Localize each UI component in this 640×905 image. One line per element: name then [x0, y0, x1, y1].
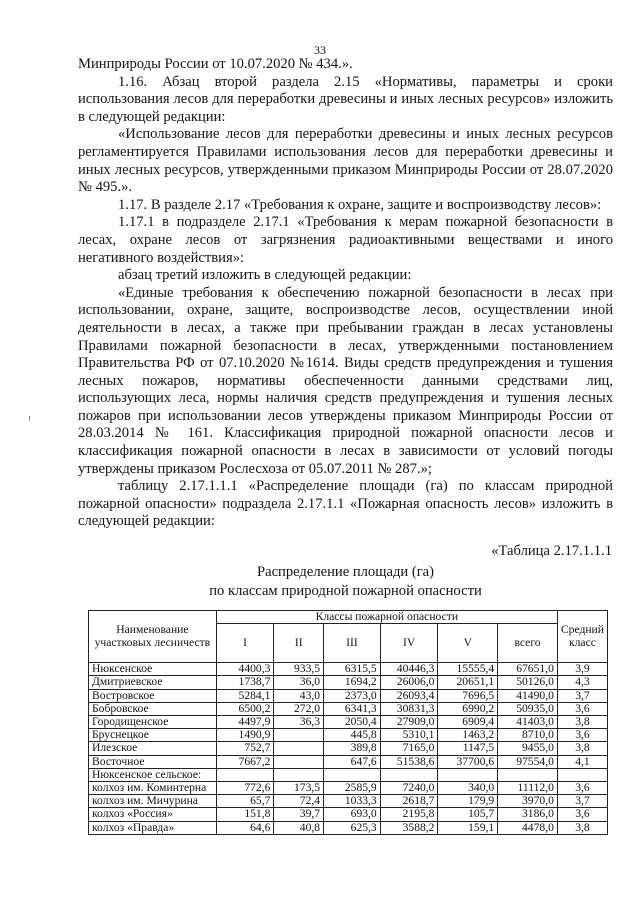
header-classes: Классы пожарной опасности: [216, 611, 557, 624]
area-cell: 4400,3: [216, 663, 274, 676]
area-cell: 445,8: [324, 729, 381, 742]
class-header: всего: [498, 624, 558, 663]
paragraph: 1.17.1 в подразделе 2.17.1 «Требования к мерам пожарной безопасности в лесах, охране лесов от загрязнения радиоактивными веществами и иного негативного воздействия»:: [78, 214, 613, 266]
area-cell: 37700,6: [438, 755, 498, 768]
area-cell: 97554,0: [498, 755, 558, 768]
area-cell: [274, 768, 324, 781]
area-cell: 693,0: [324, 808, 381, 821]
forestry-name: Востровское: [89, 689, 217, 702]
area-cell: 40446,3: [380, 663, 438, 676]
table-body: [89, 663, 608, 835]
paragraph: «Использование лесов для переработки древесины и иных лесных ресурсов регламентируется Правилами использования лесов для переработки древесины и иных лесных ресурсов, утвержденными приказом Минприроды России от 28.07.2020 № 495.».: [78, 126, 613, 196]
table-row: [89, 689, 608, 702]
forestry-name: колхоз им. Мичурина: [89, 795, 217, 808]
area-cell: 6500,2: [216, 702, 274, 715]
area-cell: [274, 729, 324, 742]
average-class-cell: 3,8: [557, 716, 607, 729]
class-header: I: [216, 624, 274, 663]
area-cell: 4497,9: [216, 716, 274, 729]
forestry-name: Нюксенское: [89, 663, 217, 676]
area-cell: 67651,0: [498, 663, 558, 676]
area-cell: 1463,2: [438, 729, 498, 742]
area-cell: 2050,4: [324, 716, 381, 729]
area-cell: [498, 768, 558, 781]
area-cell: 27909,0: [380, 716, 438, 729]
area-cell: 6341,3: [324, 702, 381, 715]
area-cell: 26006,0: [380, 676, 438, 689]
area-cell: 3186,0: [498, 808, 558, 821]
forestry-name: Нюксенское сельское:: [89, 768, 217, 781]
body-text: [78, 56, 613, 531]
forestry-name: Бруснецкое: [89, 729, 217, 742]
table-label: «Таблица 2.17.1.1.1: [491, 543, 612, 559]
area-cell: 40,8: [274, 821, 324, 834]
area-cell: 39,7: [274, 808, 324, 821]
table-row: [89, 795, 608, 808]
area-cell: 6315,5: [324, 663, 381, 676]
area-cell: 6909,4: [438, 716, 498, 729]
area-cell: 647,6: [324, 755, 381, 768]
table-row: [89, 663, 608, 676]
area-cell: 7165,0: [380, 742, 438, 755]
area-cell: 26093,4: [380, 689, 438, 702]
table-row: [89, 808, 608, 821]
average-class-cell: 3,8: [557, 742, 607, 755]
area-cell: 1490,9: [216, 729, 274, 742]
average-class-cell: 3,6: [557, 782, 607, 795]
area-cell: 30831,3: [380, 702, 438, 715]
area-cell: 2373,0: [324, 689, 381, 702]
area-cell: 65,7: [216, 795, 274, 808]
area-cell: 159,1: [438, 821, 498, 834]
area-cell: [438, 768, 498, 781]
area-cell: 5284,1: [216, 689, 274, 702]
area-cell: 340,0: [438, 782, 498, 795]
average-class-cell: [557, 768, 607, 781]
area-cell: 7667,2: [216, 755, 274, 768]
area-cell: 72,4: [274, 795, 324, 808]
class-header: III: [324, 624, 381, 663]
paragraph: «Единые требования к обеспечению пожарной безопасности в лесах при использовании, охране, защите, воспроизводстве лесов, осуществлении иной деятельности в лесах, а также при пребывании граждан в лесах установлены Правилами пожарной безопасности в лесах, утвержденными постановлением Правительства РФ от 07.10.2020 №1614. Виды средств предупреждения и тушения лесных пожаров, нормативы обеспеченности данными средствами лиц, использующих леса, нормы наличия средств предупреждения и тушения лесных пожаров при использовании лесов утверждены приказом Минприроды России от 28.03.2014 № 161. Классификация природной пожарной опасности лесов и классификация пожарной опасности в лесах в зависимости от условий погоды утверждены приказом Рослесхоза от 05.07.2011 № 287.»;: [78, 284, 613, 477]
forestry-name: колхоз «Правда»: [89, 821, 217, 834]
forestry-name: Бобровское: [89, 702, 217, 715]
area-cell: 41490,0: [498, 689, 558, 702]
area-cell: 105,7: [438, 808, 498, 821]
table-row: [89, 729, 608, 742]
table-row: [89, 782, 608, 795]
caption-line-1: Распределение площади (га): [256, 564, 435, 580]
forestry-name: Городищенское: [89, 716, 217, 729]
area-cell: 772,6: [216, 782, 274, 795]
header-name: Наименование участковых лесничеств: [89, 611, 217, 663]
forestry-name: колхоз «Россия»: [89, 808, 217, 821]
margin-mark: [29, 416, 33, 421]
paragraph: абзац третий изложить в следующей редакции:: [118, 267, 412, 284]
area-cell: 51538,6: [380, 755, 438, 768]
class-header: V: [438, 624, 498, 663]
area-cell: 2195,8: [380, 808, 438, 821]
area-cell: 7696,5: [438, 689, 498, 702]
average-class-cell: 3,8: [557, 821, 607, 834]
area-cell: 41403,0: [498, 716, 558, 729]
area-cell: 933,5: [274, 663, 324, 676]
average-class-cell: 3,9: [557, 663, 607, 676]
average-class-cell: 4,3: [557, 676, 607, 689]
table-row: [89, 702, 608, 715]
area-cell: 1738,7: [216, 676, 274, 689]
area-cell: 272,0: [274, 702, 324, 715]
area-cell: 2618,7: [380, 795, 438, 808]
paragraph: таблицу 2.17.1.1.1 «Распределение площади (га) по классам природной пожарной опасности» подраздела 2.17.1.1 «Пожарная опасность лесов» изложить в следующей редакции:: [78, 478, 613, 530]
area-cell: 36,3: [274, 716, 324, 729]
table-row: [89, 768, 608, 781]
area-cell: 5310,1: [380, 729, 438, 742]
area-cell: 625,3: [324, 821, 381, 834]
caption-line-2: по классам природной пожарной опасности: [209, 583, 482, 599]
area-cell: 11112,0: [498, 782, 558, 795]
average-class-cell: 3,6: [557, 808, 607, 821]
area-cell: [274, 742, 324, 755]
class-header: II: [274, 624, 324, 663]
area-cell: 1033,3: [324, 795, 381, 808]
area-cell: [380, 768, 438, 781]
table-caption: [78, 563, 613, 601]
area-cell: 43,0: [274, 689, 324, 702]
area-cell: 173,5: [274, 782, 324, 795]
area-cell: 6990,2: [438, 702, 498, 715]
table-row: [89, 821, 608, 834]
forestry-name: Восточное: [89, 755, 217, 768]
average-class-cell: 3,6: [557, 702, 607, 715]
area-cell: 20651,1: [438, 676, 498, 689]
area-cell: 1694,2: [324, 676, 381, 689]
area-cell: [274, 755, 324, 768]
area-cell: 752,7: [216, 742, 274, 755]
area-cell: [216, 768, 274, 781]
forestry-name: Илезское: [89, 742, 217, 755]
area-cell: 64,6: [216, 821, 274, 834]
area-cell: 179,9: [438, 795, 498, 808]
area-cell: 1147,5: [438, 742, 498, 755]
area-cell: 50935,0: [498, 702, 558, 715]
area-cell: 8710,0: [498, 729, 558, 742]
fire-class-distribution-table: [88, 610, 608, 835]
area-cell: 389,8: [324, 742, 381, 755]
table-row: [89, 676, 608, 689]
area-cell: 15555,4: [438, 663, 498, 676]
average-class-cell: 3,6: [557, 729, 607, 742]
class-header: IV: [380, 624, 438, 663]
paragraph: 1.17. В разделе 2.17 «Требования к охране, защите и воспроизводству лесов»:: [118, 196, 602, 213]
area-cell: 4478,0: [498, 821, 558, 834]
area-cell: 36,0: [274, 676, 324, 689]
page-number: 33: [314, 43, 326, 57]
area-cell: 2585,9: [324, 782, 381, 795]
area-cell: 3588,2: [380, 821, 438, 834]
area-cell: 50126,0: [498, 676, 558, 689]
area-cell: 7240,0: [380, 782, 438, 795]
area-cell: 9455,0: [498, 742, 558, 755]
area-cell: [324, 768, 381, 781]
table-row: [89, 716, 608, 729]
table-row: [89, 755, 608, 768]
average-class-cell: 4,1: [557, 755, 607, 768]
header-average: Средний класс: [557, 611, 607, 663]
average-class-cell: 3,7: [557, 689, 607, 702]
forestry-name: колхоз им. Коминтерна: [89, 782, 217, 795]
area-cell: 151,8: [216, 808, 274, 821]
area-cell: 3970,0: [498, 795, 558, 808]
forestry-name: Дмитриевское: [89, 676, 217, 689]
paragraph: 1.16. Абзац второй раздела 2.15 «Нормативы, параметры и сроки использования лесов для переработки древесины и иных лесных ресурсов» изложить в следующей редакции:: [78, 73, 613, 125]
average-class-cell: 3,7: [557, 795, 607, 808]
table-row: [89, 742, 608, 755]
paragraph: Минприроды России от 10.07.2020 № 434.».: [78, 56, 353, 72]
